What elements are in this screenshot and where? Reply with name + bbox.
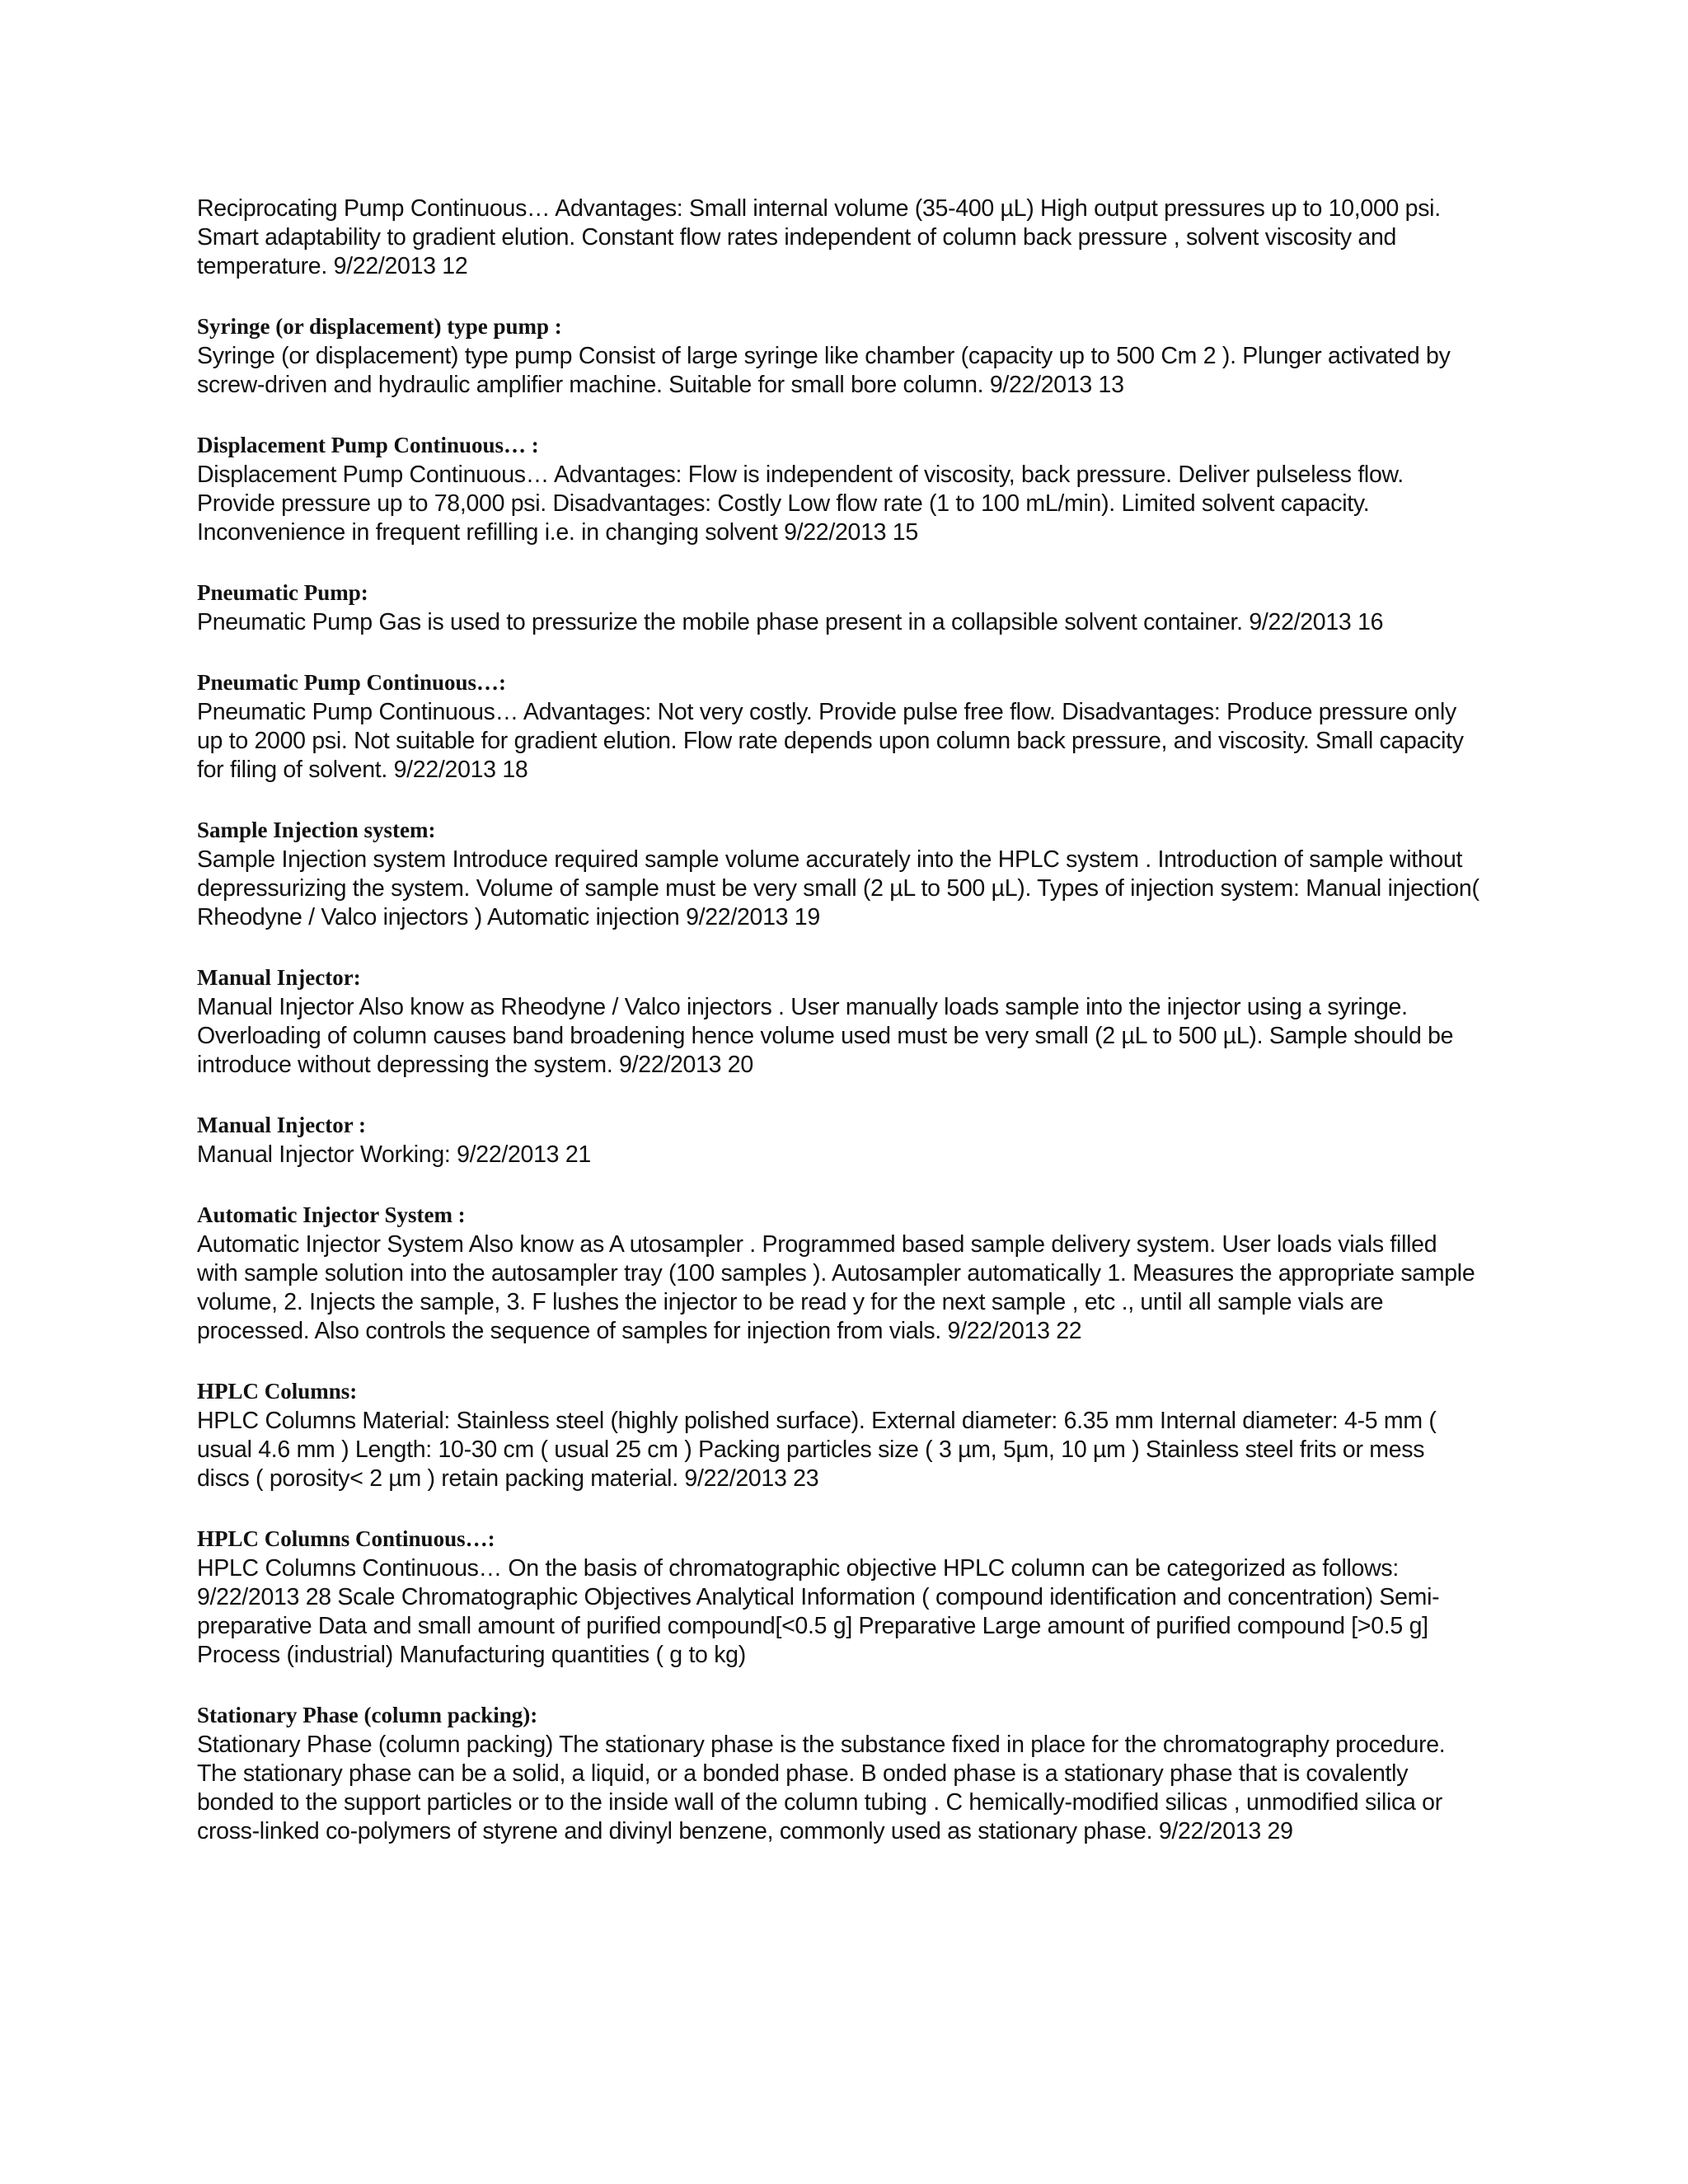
section-automatic-injector bbox=[197, 1202, 1483, 1346]
section-heading: Manual Injector: bbox=[197, 965, 361, 990]
section-body: Syringe (or displacement) type pump Consist of large syringe like chamber (capacity up to 500 Cm 2 ). Plunger activated by screw-driven and hydraulic amplifier machine. Suitable for small bore column. 9/22/2013 13 bbox=[197, 343, 1451, 398]
section-syringe-pump bbox=[197, 313, 1483, 400]
intro-paragraph: Reciprocating Pump Continuous… Advantages: Small internal volume (35-400 µL) High output pressures up to 10,000 psi. Smart adaptability to gradient elution. Constant flow rates independent of column back pressure , solvent viscosity and temperature. 9/22/2013 12 bbox=[197, 195, 1441, 279]
section-heading: Manual Injector : bbox=[197, 1113, 366, 1137]
section-displacement-pump bbox=[197, 432, 1483, 547]
section-body: Pneumatic Pump Gas is used to pressurize the mobile phase present in a collapsible solvent container. 9/22/2013 16 bbox=[197, 609, 1384, 635]
section-hplc-columns bbox=[197, 1378, 1483, 1493]
section-body: Automatic Injector System Also know as A utosampler . Programmed based sample delivery system. User loads vials filled with sample solution into the autosampler tray (100 samples ). Autosampler automatically 1. Measures the appropriate sample volume, 2. Injects the sample, 3. F lushes the injector to be read y for the next sample , etc ., until all sample vials are processed. Also controls the sequence of samples for injection from vials. 9/22/2013 22 bbox=[197, 1231, 1475, 1344]
section-heading: Automatic Injector System : bbox=[197, 1202, 466, 1227]
section-heading: Sample Injection system: bbox=[197, 818, 436, 842]
section-manual-injector bbox=[197, 964, 1483, 1080]
section-stationary-phase bbox=[197, 1702, 1483, 1846]
section-body: Manual Injector Also know as Rheodyne / Valco injectors . User manually loads sample into the injector using a syringe. Overloading of column causes band broadening hence volume used must be very small (2 µL to 500 µL). Sample should be introduce without depressing the system. 9/22/2013 20 bbox=[197, 994, 1454, 1078]
section-sample-injection bbox=[197, 817, 1483, 932]
document-page bbox=[197, 194, 1483, 1846]
section-body: Stationary Phase (column packing) The stationary phase is the substance fixed in place for the chromatography procedure. The stationary phase can be a solid, a liquid, or a bonded phase. B onded phase is a stationary phase that is covalently bonded to the support particles or to the inside wall of the column tubing . C hemically-modified silicas , unmodified silica or cross-linked co-polymers of styrene and divinyl benzene, commonly used as stationary phase. 9/22/2013 29 bbox=[197, 1732, 1446, 1844]
section-heading: Stationary Phase (column packing): bbox=[197, 1703, 538, 1727]
section-body: Pneumatic Pump Continuous… Advantages: Not very costly. Provide pulse free flow. Disadvantages: Produce pressure only up to 2000 psi. Not suitable for gradient elution. Flow rate depends upon column back pressure, and viscosity. Small capacity for filing of solvent. 9/22/2013 18 bbox=[197, 699, 1464, 783]
section-heading: HPLC Columns: bbox=[197, 1379, 358, 1404]
section-heading: Pneumatic Pump Continuous…: bbox=[197, 670, 507, 695]
section-heading: Syringe (or displacement) type pump : bbox=[197, 314, 562, 339]
section-heading: HPLC Columns Continuous…: bbox=[197, 1526, 495, 1551]
section-body: HPLC Columns Material: Stainless steel (highly polished surface). External diameter: 6.35 mm Internal diameter: 4-5 mm ( usual 4.6 mm ) Length: 10-30 cm ( usual 25 cm ) Packing particles size ( 3 µm, 5µm, 10 µm ) Stainless steel frits or mess discs ( porosity< 2 µm ) retain packing material. 9/22/2013 23 bbox=[197, 1408, 1437, 1492]
section-body: Sample Injection system Introduce required sample volume accurately into the HPLC system . Introduction of sample without depressurizing the system. Volume of sample must be very small (2 µL to 500 µL). Types of injection system: Manual injection( Rheodyne / Valco injectors ) Automatic injection 9/22/2013 19 bbox=[197, 846, 1479, 930]
section-hplc-columns-continuous bbox=[197, 1526, 1483, 1670]
section-body: Displacement Pump Continuous… Advantages: Flow is independent of viscosity, back pressure. Deliver pulseless flow. Provide pressure up to 78,000 psi. Disadvantages: Costly Low flow rate (1 to 100 mL/min). Limited solvent capacity. Inconvenience in frequent refilling i.e. in changing solvent 9/22/2013 15 bbox=[197, 462, 1404, 546]
section-heading: Pneumatic Pump: bbox=[197, 580, 368, 605]
section-pneumatic-pump-continuous bbox=[197, 669, 1483, 785]
section-manual-injector-working bbox=[197, 1112, 1483, 1169]
section-body: Manual Injector Working: 9/22/2013 21 bbox=[197, 1141, 591, 1168]
section-body: HPLC Columns Continuous… On the basis of chromatographic objective HPLC column can be categorized as follows: 9/22/2013 28 Scale Chromatographic Objectives Analytical Information ( compound identification and concentration) Semi-preparative Data and small amount of purified compound[<0.5 g] Preparative Large amount of purified compound [>0.5 g] Process (industrial) Manufacturing quantities ( g to kg) bbox=[197, 1555, 1440, 1668]
section-heading: Displacement Pump Continuous… : bbox=[197, 433, 539, 457]
section-pneumatic-pump bbox=[197, 579, 1483, 637]
